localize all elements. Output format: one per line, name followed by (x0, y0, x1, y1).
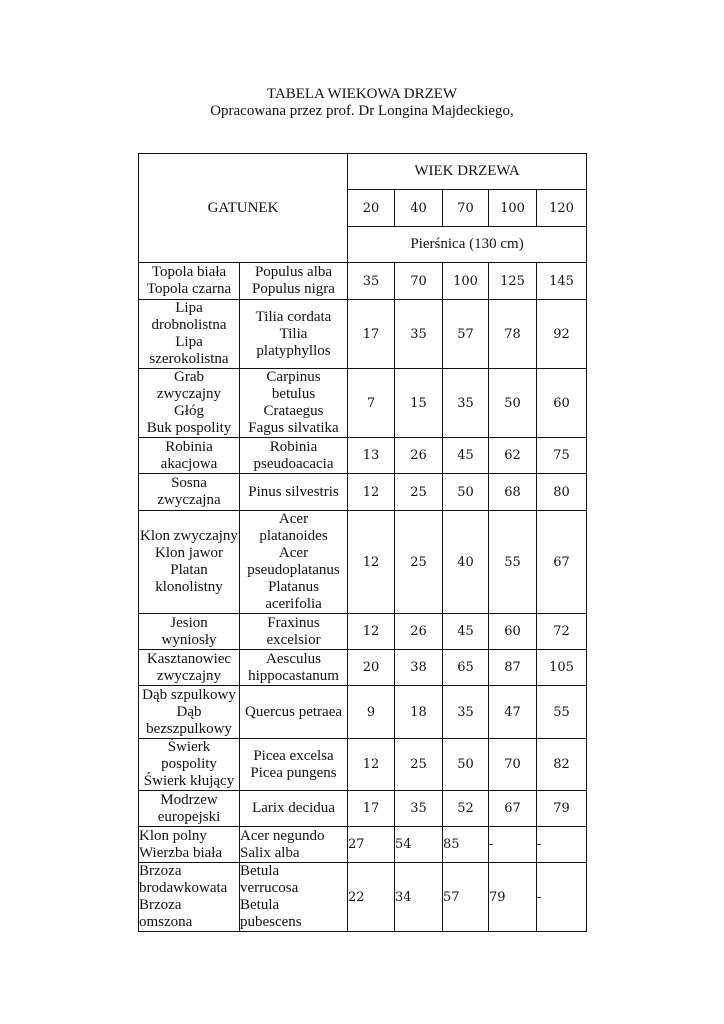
diameter-value: 78 (489, 300, 537, 369)
diameter-value: - (537, 863, 587, 932)
table-row (139, 263, 587, 300)
diameter-value: 54 (395, 827, 443, 863)
diameter-value: 15 (395, 369, 443, 438)
species-polish-name: Sosna zwyczajna (139, 474, 240, 511)
species-polish-name: Dąb szpulkowy Dąb bezszpulkowy (139, 686, 240, 739)
diameter-value: 70 (395, 263, 443, 300)
diameter-value: 45 (443, 614, 489, 650)
species-header: GATUNEK (139, 154, 348, 263)
species-latin-name: Aesculus hippocastanum (240, 650, 348, 686)
species-polish-name: Topola biała Topola czarna (139, 263, 240, 300)
diameter-value: 17 (348, 300, 395, 369)
diameter-value: 57 (443, 300, 489, 369)
diameter-value: 35 (443, 369, 489, 438)
diameter-value: 20 (348, 650, 395, 686)
table-row (139, 438, 587, 474)
diameter-value: 45 (443, 438, 489, 474)
diameter-value: 9 (348, 686, 395, 739)
diameter-value: 145 (537, 263, 587, 300)
species-polish-name: Lipa drobnolistna Lipa szerokolistna (139, 300, 240, 369)
diameter-value: 35 (395, 300, 443, 369)
diameter-value: 25 (395, 474, 443, 511)
age-header-cell: 70 (443, 190, 489, 227)
species-latin-name: Carpinus betulus Crataegus Fagus silvatika (240, 369, 348, 438)
diameter-value: 52 (443, 791, 489, 827)
species-latin-name: Tilia cordata Tilia platyphyllos (240, 300, 348, 369)
diameter-value: 50 (443, 739, 489, 791)
diameter-value: 18 (395, 686, 443, 739)
diameter-value: 25 (395, 511, 443, 614)
diameter-value: 85 (443, 827, 489, 863)
diameter-value: 82 (537, 739, 587, 791)
diameter-value: 75 (537, 438, 587, 474)
species-polish-name: Grab zwyczajny Głóg Buk pospolity (139, 369, 240, 438)
diameter-value: 87 (489, 650, 537, 686)
species-latin-name: Pinus silvestris (240, 474, 348, 511)
diameter-value: - (489, 827, 537, 863)
species-latin-name: Acer platanoides Acer pseudoplatanus Platanus acerifolia (240, 511, 348, 614)
species-polish-name: Jesion wyniosły (139, 614, 240, 650)
diameter-value: 67 (489, 791, 537, 827)
diameter-value: 38 (395, 650, 443, 686)
species-latin-name: Picea excelsa Picea pungens (240, 739, 348, 791)
table-row (139, 650, 587, 686)
species-polish-name: Świerk pospolity Świerk kłujący (139, 739, 240, 791)
diameter-value: 26 (395, 614, 443, 650)
species-polish-name: Kasztanowiec zwyczajny (139, 650, 240, 686)
age-header-cell: 100 (489, 190, 537, 227)
diameter-value: 55 (537, 686, 587, 739)
species-polish-name: Klon zwyczajny Klon jawor Platan klonolistny (139, 511, 240, 614)
age-header-cell: 120 (537, 190, 587, 227)
diameter-value: 79 (537, 791, 587, 827)
diameter-value: 47 (489, 686, 537, 739)
table-row (139, 474, 587, 511)
diameter-value: 35 (443, 686, 489, 739)
diameter-value: 25 (395, 739, 443, 791)
diameter-value: 80 (537, 474, 587, 511)
diameter-value: 35 (348, 263, 395, 300)
diameter-value: 79 (489, 863, 537, 932)
age-header-cell: 40 (395, 190, 443, 227)
diameter-value: 60 (489, 614, 537, 650)
diameter-value: 105 (537, 650, 587, 686)
species-latin-name: Populus alba Populus nigra (240, 263, 348, 300)
diameter-value: 68 (489, 474, 537, 511)
diameter-value: 22 (348, 863, 395, 932)
diameter-value: 34 (395, 863, 443, 932)
diameter-value: 57 (443, 863, 489, 932)
table-row (139, 863, 587, 932)
diameter-value: 100 (443, 263, 489, 300)
species-polish-name: Modrzew europejski (139, 791, 240, 827)
diameter-value: 72 (537, 614, 587, 650)
diameter-value: 67 (537, 511, 587, 614)
diameter-value: 40 (443, 511, 489, 614)
table-row (139, 369, 587, 438)
diameter-value: 50 (489, 369, 537, 438)
diameter-value: - (537, 827, 587, 863)
table-row (139, 739, 587, 791)
diameter-value: 60 (537, 369, 587, 438)
diameter-value: 65 (443, 650, 489, 686)
diameter-value: 55 (489, 511, 537, 614)
diameter-value: 125 (489, 263, 537, 300)
diameter-value: 13 (348, 438, 395, 474)
diameter-value: 12 (348, 511, 395, 614)
diameter-value: 17 (348, 791, 395, 827)
diameter-value: 12 (348, 614, 395, 650)
species-latin-name: Robinia pseudoacacia (240, 438, 348, 474)
table-row (139, 686, 587, 739)
table-row (139, 300, 587, 369)
species-polish-name: Brzoza brodawkowata Brzoza omszona (139, 863, 240, 932)
age-header-cell: 20 (348, 190, 395, 227)
unit-label: Pierśnica (130 cm) (348, 227, 587, 263)
age-header: WIEK DRZEWA (348, 154, 587, 190)
diameter-value: 92 (537, 300, 587, 369)
table-row (139, 614, 587, 650)
diameter-value: 7 (348, 369, 395, 438)
diameter-value: 50 (443, 474, 489, 511)
diameter-value: 35 (395, 791, 443, 827)
species-latin-name: Acer negundo Salix alba (240, 827, 348, 863)
species-latin-name: Larix decidua (240, 791, 348, 827)
diameter-value: 70 (489, 739, 537, 791)
species-latin-name: Quercus petraea (240, 686, 348, 739)
table-row (139, 791, 587, 827)
tree-age-table (138, 153, 587, 932)
table-row (139, 827, 587, 863)
diameter-value: 12 (348, 739, 395, 791)
diameter-value: 62 (489, 438, 537, 474)
table-row (139, 511, 587, 614)
diameter-value: 26 (395, 438, 443, 474)
species-latin-name: Betula verrucosa Betula pubescens (240, 863, 348, 932)
diameter-value: 27 (348, 827, 395, 863)
species-latin-name: Fraxinus excelsior (240, 614, 348, 650)
diameter-value: 12 (348, 474, 395, 511)
document-subtitle: Opracowana przez prof. Dr Longina Majdeckiego, (210, 103, 514, 119)
document-title: TABELA WIEKOWA DRZEW (266, 86, 458, 102)
species-polish-name: Robinia akacjowa (139, 438, 240, 474)
species-polish-name: Klon polny Wierzba biała (139, 827, 240, 863)
